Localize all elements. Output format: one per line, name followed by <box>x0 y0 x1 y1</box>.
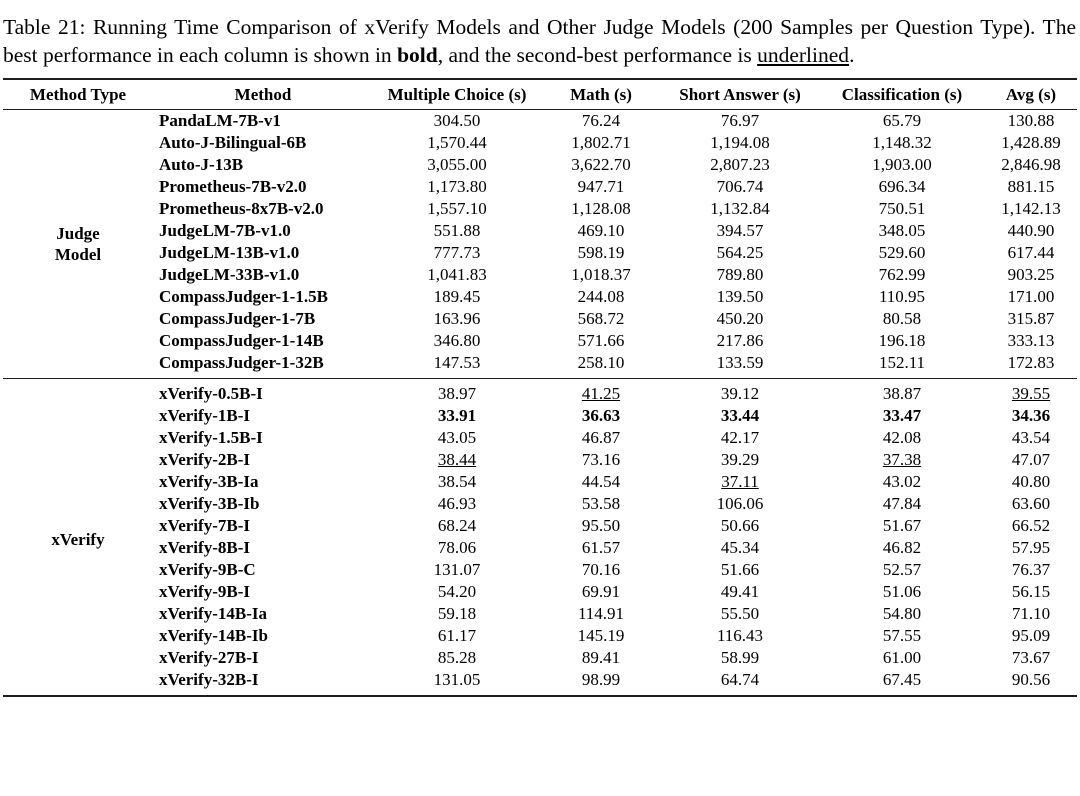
value-cell: 44.54 <box>581 472 621 492</box>
method-name-cell: Prometheus-8x7B-v2.0 <box>159 199 324 219</box>
value-cell: 76.24 <box>581 111 621 131</box>
value-cell: 85.28 <box>437 648 477 668</box>
value-cell: 39.12 <box>661 379 819 406</box>
table-body <box>3 110 1077 697</box>
method-name-cell: xVerify-3B-Ia <box>159 472 259 492</box>
method-name-cell: xVerify-3B-Ib <box>159 494 260 514</box>
value-cell: 39.55 <box>985 379 1077 406</box>
value-cell: 440.90 <box>1007 221 1055 241</box>
method-name-cell: xVerify-7B-I <box>159 516 250 536</box>
value-cell: 47.07 <box>1011 450 1051 470</box>
value-cell: 43.05 <box>437 428 477 448</box>
method-name-cell: xVerify-2B-I <box>159 450 250 470</box>
table-row <box>3 176 1077 198</box>
value-cell: 2,846.98 <box>1001 155 1061 175</box>
value-cell: 116.43 <box>716 626 764 646</box>
table-row <box>3 625 1077 647</box>
method-name-cell: xVerify-1B-I <box>159 406 250 426</box>
table-row <box>3 669 1077 696</box>
value-cell: 34.36 <box>1011 406 1051 426</box>
value-cell: 564.25 <box>716 243 764 263</box>
method-type-cell: xVerify <box>3 379 153 697</box>
value-cell: 64.74 <box>720 670 760 690</box>
table-row <box>3 537 1077 559</box>
value-cell: 3,622.70 <box>571 155 631 175</box>
col-math: Math (s) <box>570 85 632 105</box>
table-row <box>3 559 1077 581</box>
value-cell: 66.52 <box>1011 516 1051 536</box>
value-cell: 551.88 <box>433 221 481 241</box>
value-cell: 346.80 <box>433 331 481 351</box>
value-cell: 1,132.84 <box>710 199 770 219</box>
value-cell: 61.17 <box>437 626 477 646</box>
method-name-cell: Auto-J-Bilingual-6B <box>159 133 307 153</box>
value-cell: 95.09 <box>1011 626 1051 646</box>
value-cell: 881.15 <box>1007 177 1055 197</box>
value-cell: 163.96 <box>433 309 481 329</box>
value-cell: 110.95 <box>878 287 926 307</box>
table-row <box>3 603 1077 625</box>
value-cell: 49.41 <box>720 582 760 602</box>
table-row <box>3 110 1077 133</box>
value-cell: 152.11 <box>878 353 926 373</box>
value-cell: 38.97 <box>373 379 541 406</box>
table-row <box>3 581 1077 603</box>
value-cell: 54.80 <box>882 604 922 624</box>
table-row <box>3 449 1077 471</box>
method-name-cell: CompassJudger-1-32B <box>159 353 324 373</box>
value-cell: 1,557.10 <box>427 199 487 219</box>
value-cell: 73.16 <box>581 450 621 470</box>
value-cell: 947.71 <box>577 177 625 197</box>
value-cell: 394.57 <box>716 221 764 241</box>
value-cell: 42.08 <box>882 428 922 448</box>
value-cell: 47.84 <box>882 494 922 514</box>
value-cell: 777.73 <box>433 243 481 263</box>
value-cell: 70.16 <box>581 560 621 580</box>
value-cell: 73.67 <box>1011 648 1051 668</box>
method-name-cell: xVerify-27B-I <box>159 648 259 668</box>
table-row <box>3 330 1077 352</box>
value-cell: 1,802.71 <box>571 133 631 153</box>
value-cell: 130.88 <box>1007 111 1055 131</box>
value-cell: 59.18 <box>437 604 477 624</box>
table-row <box>3 379 1077 406</box>
caption-text: , and the second-best performance is <box>437 43 758 68</box>
method-name-cell: JudgeLM-33B-v1.0 <box>159 265 300 285</box>
col-avg: Avg (s) <box>1005 85 1057 105</box>
method-name-cell: xVerify-9B-C <box>159 560 256 580</box>
value-cell: 61.00 <box>882 648 922 668</box>
value-cell: 89.41 <box>581 648 621 668</box>
method-name-cell: JudgeLM-7B-v1.0 <box>159 221 291 241</box>
value-cell: 51.67 <box>882 516 922 536</box>
value-cell: 38.87 <box>819 379 985 406</box>
table-row <box>3 471 1077 493</box>
value-cell: 69.91 <box>581 582 621 602</box>
value-cell: 39.29 <box>720 450 760 470</box>
value-cell: 147.53 <box>433 353 481 373</box>
col-short-answer: Short Answer (s) <box>679 85 801 105</box>
value-cell: 43.02 <box>882 472 922 492</box>
caption-bold-word: bold <box>397 43 438 68</box>
value-cell: 36.63 <box>581 406 621 426</box>
method-name-cell: xVerify-32B-I <box>159 670 259 690</box>
value-cell: 1,570.44 <box>427 133 487 153</box>
value-cell: 348.05 <box>878 221 926 241</box>
method-name-cell: PandaLM-7B-v1 <box>159 111 281 131</box>
value-cell: 76.97 <box>720 111 760 131</box>
value-cell: 58.99 <box>720 648 760 668</box>
table-row <box>3 647 1077 669</box>
value-cell: 333.13 <box>1007 331 1055 351</box>
value-cell: 33.91 <box>437 406 477 426</box>
value-cell: 1,128.08 <box>571 199 631 219</box>
value-cell: 696.34 <box>878 177 926 197</box>
value-cell: 45.34 <box>720 538 760 558</box>
col-classification: Classification (s) <box>841 85 963 105</box>
value-cell: 42.17 <box>720 428 760 448</box>
value-cell: 80.58 <box>882 309 922 329</box>
value-cell: 33.47 <box>882 406 922 426</box>
header-row <box>3 79 1077 110</box>
value-cell: 43.54 <box>1011 428 1051 448</box>
value-cell: 95.50 <box>581 516 621 536</box>
table-row <box>3 493 1077 515</box>
value-cell: 139.50 <box>716 287 764 307</box>
method-name-cell: Auto-J-13B <box>159 155 244 175</box>
method-name-cell: CompassJudger-1-14B <box>159 331 324 351</box>
paper-page <box>0 13 1080 697</box>
value-cell: 57.55 <box>882 626 922 646</box>
value-cell: 196.18 <box>878 331 926 351</box>
table-row <box>3 242 1077 264</box>
value-cell: 114.91 <box>577 604 625 624</box>
table-row <box>3 286 1077 308</box>
col-method-type: Method Type <box>29 85 127 105</box>
method-name-cell: xVerify-0.5B-I <box>153 379 373 406</box>
value-cell: 1,142.13 <box>1001 199 1061 219</box>
table-row <box>3 308 1077 330</box>
results-table <box>3 78 1077 697</box>
table-header <box>3 79 1077 110</box>
table-row <box>3 352 1077 379</box>
value-cell: 52.57 <box>882 560 922 580</box>
table-row <box>3 264 1077 286</box>
value-cell: 315.87 <box>1007 309 1055 329</box>
table-row <box>3 427 1077 449</box>
value-cell: 1,018.37 <box>571 265 631 285</box>
method-name-cell: xVerify-14B-Ib <box>159 626 268 646</box>
value-cell: 46.82 <box>882 538 922 558</box>
value-cell: 145.19 <box>577 626 625 646</box>
table-row <box>3 154 1077 176</box>
table-row <box>3 515 1077 537</box>
value-cell: 2,807.23 <box>710 155 770 175</box>
value-cell: 598.19 <box>577 243 625 263</box>
table-row <box>3 132 1077 154</box>
value-cell: 217.86 <box>716 331 764 351</box>
value-cell: 51.66 <box>720 560 760 580</box>
value-cell: 61.57 <box>581 538 621 558</box>
value-cell: 244.08 <box>577 287 625 307</box>
value-cell: 903.25 <box>1007 265 1055 285</box>
method-name-cell: xVerify-9B-I <box>159 582 250 602</box>
value-cell: 57.95 <box>1011 538 1051 558</box>
value-cell: 617.44 <box>1007 243 1055 263</box>
method-name-cell: JudgeLM-13B-v1.0 <box>159 243 300 263</box>
value-cell: 1,194.08 <box>710 133 770 153</box>
value-cell: 529.60 <box>878 243 926 263</box>
value-cell: 38.54 <box>437 472 477 492</box>
value-cell: 51.06 <box>882 582 922 602</box>
col-multiple-choice: Multiple Choice (s) <box>387 85 527 105</box>
value-cell: 71.10 <box>1011 604 1051 624</box>
value-cell: 189.45 <box>433 287 481 307</box>
method-type-cell: Judge Model <box>54 224 102 265</box>
caption-text: Table 21: Running Time Comparison of xVerify Models and Other Judge Models (200 Samples per Question Type). The best performance in each column is shown in <box>3 15 1076 68</box>
method-name-cell: xVerify-14B-Ia <box>159 604 267 624</box>
table-row <box>3 220 1077 242</box>
method-name-cell: CompassJudger-1-1.5B <box>159 287 328 307</box>
value-cell: 78.06 <box>437 538 477 558</box>
value-cell: 258.10 <box>577 353 625 373</box>
value-cell: 171.00 <box>1007 287 1055 307</box>
value-cell: 46.93 <box>437 494 477 514</box>
value-cell: 40.80 <box>1011 472 1051 492</box>
method-name-cell: xVerify-8B-I <box>159 538 250 558</box>
value-cell: 38.44 <box>437 450 477 470</box>
value-cell: 3,055.00 <box>427 155 487 175</box>
value-cell: 1,041.83 <box>427 265 487 285</box>
method-name-cell: CompassJudger-1-7B <box>159 309 316 329</box>
value-cell: 469.10 <box>577 221 625 241</box>
value-cell: 1,173.80 <box>427 177 487 197</box>
value-cell: 1,148.32 <box>872 133 932 153</box>
value-cell: 41.25 <box>541 379 661 406</box>
col-method: Method <box>234 85 292 105</box>
value-cell: 63.60 <box>1011 494 1051 514</box>
value-cell: 762.99 <box>878 265 926 285</box>
value-cell: 131.05 <box>433 670 481 690</box>
table-row <box>3 198 1077 220</box>
caption-text: . <box>849 43 855 68</box>
value-cell: 106.06 <box>716 494 764 514</box>
value-cell: 65.79 <box>882 111 922 131</box>
value-cell: 133.59 <box>716 353 764 373</box>
table-row <box>3 405 1077 427</box>
value-cell: 450.20 <box>716 309 764 329</box>
value-cell: 56.15 <box>1011 582 1051 602</box>
value-cell: 172.83 <box>1007 353 1055 373</box>
table-caption <box>3 13 1076 69</box>
value-cell: 304.50 <box>433 111 481 131</box>
value-cell: 789.80 <box>716 265 764 285</box>
value-cell: 571.66 <box>577 331 625 351</box>
value-cell: 68.24 <box>437 516 477 536</box>
value-cell: 750.51 <box>878 199 926 219</box>
value-cell: 98.99 <box>581 670 621 690</box>
value-cell: 568.72 <box>577 309 625 329</box>
value-cell: 50.66 <box>720 516 760 536</box>
caption-underline-word: underlined <box>757 43 850 68</box>
value-cell: 131.07 <box>433 560 481 580</box>
value-cell: 33.44 <box>720 406 760 426</box>
value-cell: 90.56 <box>1011 670 1051 690</box>
value-cell: 55.50 <box>720 604 760 624</box>
method-name-cell: xVerify-1.5B-I <box>159 428 263 448</box>
value-cell: 706.74 <box>716 177 764 197</box>
method-name-cell: Prometheus-7B-v2.0 <box>159 177 307 197</box>
value-cell: 1,903.00 <box>872 155 932 175</box>
value-cell: 67.45 <box>882 670 922 690</box>
value-cell: 37.38 <box>882 450 922 470</box>
value-cell: 76.37 <box>1011 560 1051 580</box>
value-cell: 53.58 <box>581 494 621 514</box>
value-cell: 37.11 <box>721 472 759 492</box>
value-cell: 54.20 <box>437 582 477 602</box>
value-cell: 46.87 <box>581 428 621 448</box>
value-cell: 1,428.89 <box>1001 133 1061 153</box>
